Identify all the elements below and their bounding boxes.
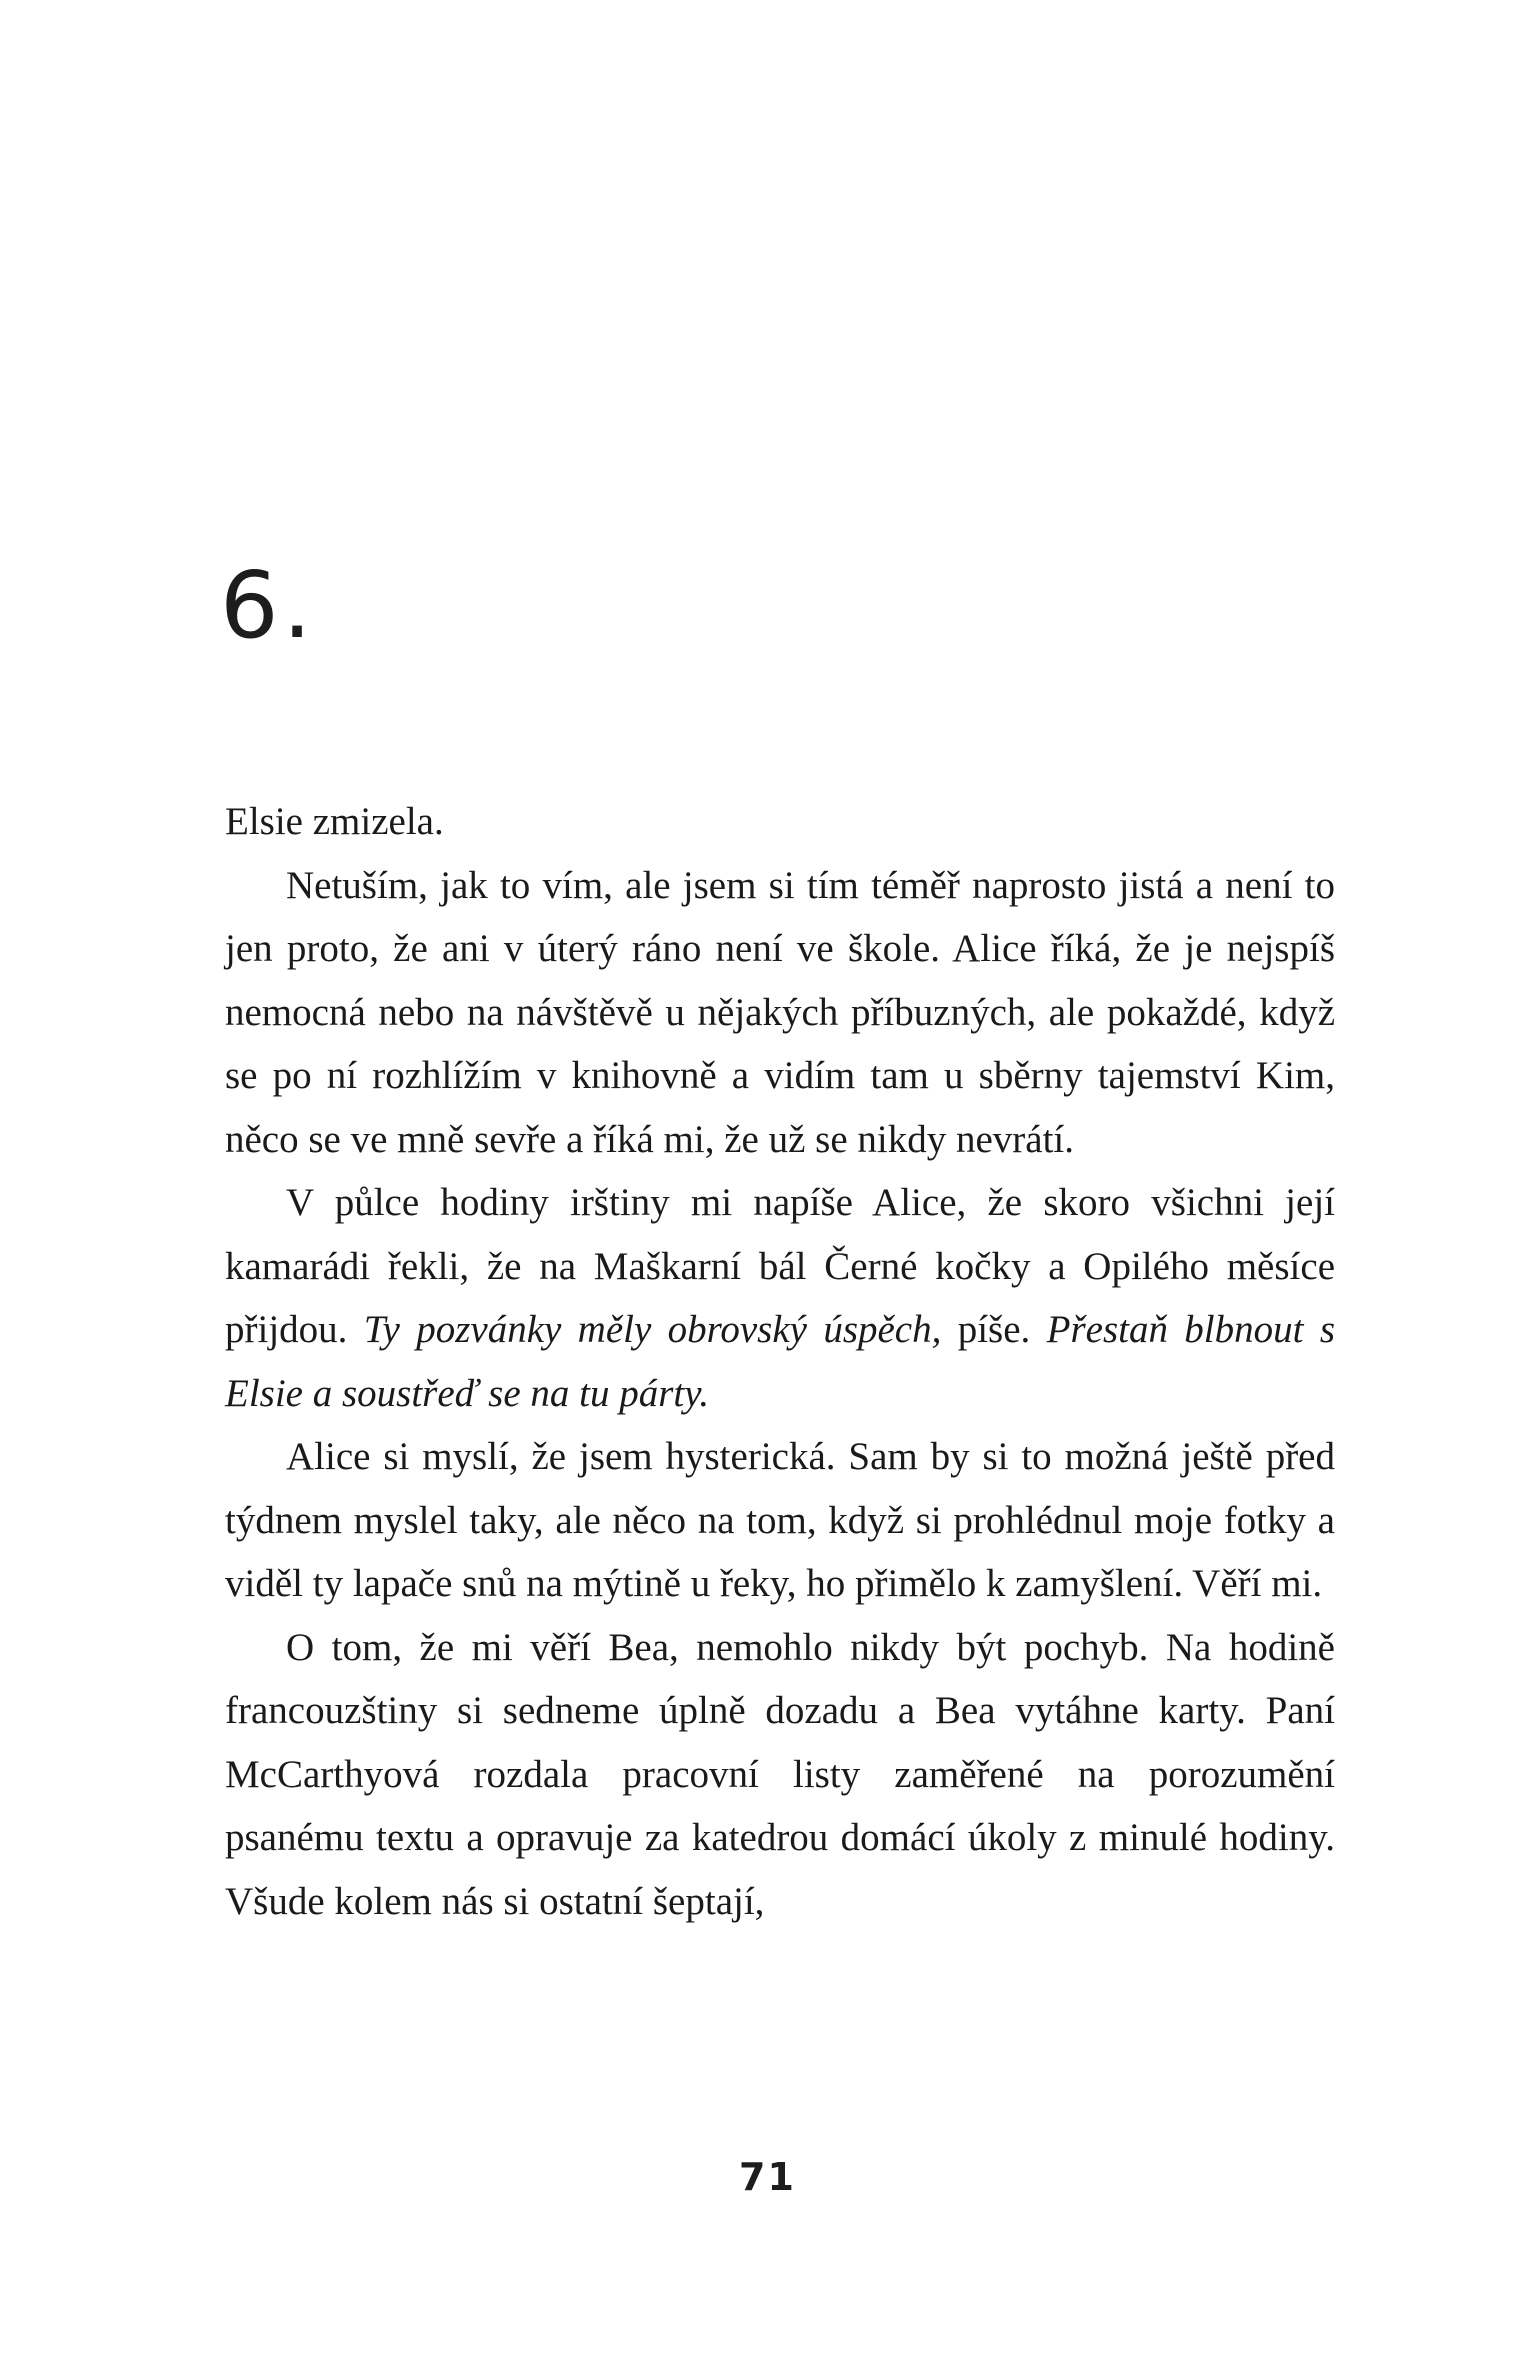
paragraph-3 (225, 1171, 1335, 1425)
paragraph-3-text-middle: píše. (941, 1308, 1047, 1351)
body-text (225, 790, 1335, 1933)
paragraph-4: Alice si myslí, že jsem hysterická. Sam by si to možná ještě před týdnem myslel taky, ale něco na tom, když si prohlédnul moje fotky a viděl ty lapače snů na mýtině u řeky, ho přimělo k zamyšlení. Věří mi. (225, 1435, 1335, 1605)
paragraph-1: Elsie zmizela. (225, 800, 444, 843)
paragraph-3-text-before: V půlce hodiny irštiny mi napíše Alice, že skoro všichni její kamarádi řekli, že na Maškarní bál Černé kočky a Opilého měsíce přijdou. (225, 1181, 1335, 1351)
paragraph-3-italic-quote-1: Ty pozvánky měly obrovský úspěch, (363, 1308, 942, 1351)
page-number: 71 (739, 2155, 796, 2199)
chapter-number: 6. (220, 552, 316, 659)
paragraph-2: Netuším, jak to vím, ale jsem si tím téměř naprosto jistá a není to jen proto, že ani v úterý ráno není ve škole. Alice říká, že je nejspíš nemocná nebo na návštěvě u nějakých příbuzných, ale pokaždé, když se po ní rozhlížím v knihovně a vidím tam u sběrny tajemství Kim, něco se ve mně sevře a říká mi, že už se nikdy nevrátí. (225, 863, 1335, 1161)
paragraph-3-italic-quote-2: Přestaň blbnout s Elsie a soustřeď se na tu párty. (225, 1308, 1336, 1415)
paragraph-5: O tom, že mi věří Bea, nemohlo nikdy být pochyb. Na hodině francouzštiny si sedneme úplně dozadu a Bea vytáhne karty. Paní McCarthyová rozdala pracovní listy zaměřené na porozumění psanému textu a opravuje za katedrou domácí úkoly z minulé hodiny. Všude kolem nás si ostatní šeptají, (225, 1625, 1335, 1923)
